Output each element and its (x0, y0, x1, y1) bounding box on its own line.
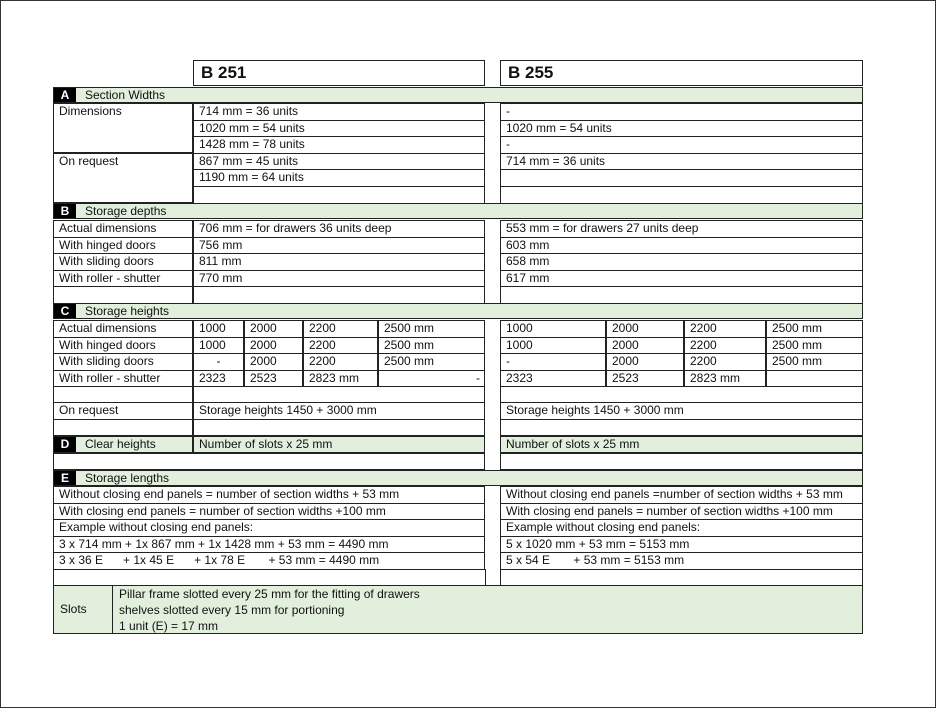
b255-height-on-request: Storage heights 1450 + 3000 mm (500, 402, 863, 420)
section-letter: B (54, 204, 76, 218)
b251-depth: 811 mm (193, 253, 485, 271)
b255-length-row: 5 x 54 E + 53 mm = 5153 mm (500, 552, 863, 570)
b251-height-cell: 1000 (193, 337, 244, 355)
b251-height-cell: - (378, 370, 485, 388)
b255-height-cell: 2000 (606, 337, 684, 355)
section-header-b (53, 203, 863, 219)
label-dimensions: Dimensions (53, 103, 193, 153)
b255-height-cell: 1000 (500, 320, 606, 338)
depth-label: With roller - shutter (53, 270, 193, 288)
b251-height-cell: 2500 mm (378, 353, 485, 371)
height-label: With sliding doors (53, 353, 193, 371)
section-header-c (53, 303, 863, 319)
section-title: Section Widths (85, 88, 166, 102)
section-header-a (53, 87, 863, 103)
height-label: With roller - shutter (53, 370, 193, 388)
b251-length-row: With closing end panels = number of section widths +100 mm (53, 503, 485, 521)
b251-width-row: 867 mm = 45 units (193, 153, 485, 171)
label-on-request-widths: On request (53, 153, 193, 203)
b251-height-cell: 2200 (303, 337, 378, 355)
spacer-row (193, 386, 485, 403)
column-header-b255: B 255 (500, 60, 863, 86)
b251-clear-height: Number of slots x 25 mm (193, 436, 485, 453)
height-label: With hinged doors (53, 337, 193, 355)
b251-height-cell: 2323 (193, 370, 244, 388)
b255-width-row: 714 mm = 36 units (500, 153, 863, 171)
b255-width-row: - (500, 136, 863, 154)
spacer-row (53, 419, 193, 436)
spacer-row (193, 419, 485, 436)
b251-height-cell: 2500 mm (378, 320, 485, 338)
slots-box (53, 585, 863, 634)
section-title: Storage lengths (85, 471, 170, 485)
slots-line: Pillar frame slotted every 25 mm for the fitting of drawers (119, 587, 420, 601)
b251-length-row: Without closing end panels = number of section widths + 53 mm (53, 486, 485, 504)
section-header-e (53, 470, 863, 486)
b251-depth: 756 mm (193, 237, 485, 255)
b255-height-cell: 1000 (500, 337, 606, 355)
b251-width-row: 1020 mm = 54 units (193, 120, 485, 138)
b255-length-row: 5 x 1020 mm + 53 mm = 5153 mm (500, 536, 863, 554)
slots-line: shelves slotted every 15 mm for portioning (119, 603, 345, 617)
b251-height-cell: 2500 mm (378, 337, 485, 355)
b251-depth (193, 286, 485, 304)
section-title: Storage depths (85, 204, 167, 218)
b251-length-row: Example without closing end panels: (53, 519, 485, 537)
section-header-d (53, 436, 193, 453)
b251-height-cell: 2000 (244, 320, 303, 338)
b251-length-row: 3 x 714 mm + 1x 867 mm + 1x 1428 mm + 53 mm = 4490 mm (53, 536, 485, 554)
b255-width-row (500, 186, 863, 204)
b251-depth: 706 mm = for drawers 36 units deep (193, 220, 485, 238)
spacer-row (500, 386, 863, 403)
b255-depth: 553 mm = for drawers 27 units deep (500, 220, 863, 238)
b251-height-cell: 2823 mm (303, 370, 378, 388)
divider (862, 569, 863, 585)
b255-height-cell: 2500 mm (766, 337, 863, 355)
divider (500, 569, 501, 585)
b255-length-row: Without closing end panels =number of section widths + 53 mm (500, 486, 863, 504)
b251-height-cell: - (193, 353, 244, 371)
b255-width-row: 1020 mm = 54 units (500, 120, 863, 138)
b251-width-row: 1428 mm = 78 units (193, 136, 485, 154)
b251-height-cell: 2523 (244, 370, 303, 388)
b251-height-cell: 1000 (193, 320, 244, 338)
b251-height-cell: 2200 (303, 320, 378, 338)
spacer-row (53, 453, 485, 470)
b255-height-cell: 2500 mm (766, 353, 863, 371)
b255-height-cell: 2323 (500, 370, 606, 388)
depth-label: With hinged doors (53, 237, 193, 255)
b251-length-row: 3 x 36 E + 1x 45 E + 1x 78 E + 53 mm = 4490 mm (53, 552, 485, 570)
height-label: Actual dimensions (53, 320, 193, 338)
b251-width-row: 1190 mm = 64 units (193, 169, 485, 187)
depth-label: With sliding doors (53, 253, 193, 271)
section-letter: C (54, 304, 76, 318)
b251-height-cell: 2000 (244, 353, 303, 371)
section-title: Clear heights (85, 437, 156, 451)
b251-height-on-request: Storage heights 1450 + 3000 mm (193, 402, 485, 420)
b255-depth: 603 mm (500, 237, 863, 255)
b255-height-cell: 2200 (684, 353, 766, 371)
section-letter: D (54, 437, 76, 452)
b251-height-cell: 2000 (244, 337, 303, 355)
b251-depth: 770 mm (193, 270, 485, 288)
b255-clear-height: Number of slots x 25 mm (500, 436, 863, 453)
b255-height-cell: 2000 (606, 320, 684, 338)
b255-depth: 658 mm (500, 253, 863, 271)
b255-width-row (500, 169, 863, 187)
b255-width-row: - (500, 103, 863, 121)
b255-depth: 617 mm (500, 270, 863, 288)
b251-height-cell: 2200 (303, 353, 378, 371)
spacer-row (500, 453, 863, 470)
depth-label (53, 286, 193, 304)
b255-height-cell: 2200 (684, 320, 766, 338)
b251-width-row (193, 186, 485, 204)
divider (53, 569, 54, 585)
b251-width-row: 714 mm = 36 units (193, 103, 485, 121)
depth-label: Actual dimensions (53, 220, 193, 238)
slots-line: 1 unit (E) = 17 mm (119, 619, 219, 633)
b255-height-cell: 2000 (606, 353, 684, 371)
spacer-row (500, 419, 863, 436)
b255-depth (500, 286, 863, 304)
b255-height-cell: 2500 mm (766, 320, 863, 338)
section-letter: E (54, 471, 76, 485)
b255-height-cell: 2823 mm (684, 370, 766, 388)
b255-length-row: Example without closing end panels: (500, 519, 863, 537)
column-header-b251: B 251 (193, 60, 485, 86)
spacer-row (53, 386, 193, 403)
section-letter: A (54, 88, 76, 102)
divider (485, 569, 486, 585)
section-title: Storage heights (85, 304, 170, 318)
b255-height-cell: 2523 (606, 370, 684, 388)
b255-height-cell: - (500, 353, 606, 371)
slots-label: Slots (54, 586, 113, 633)
b255-length-row: With closing end panels = number of section widths +100 mm (500, 503, 863, 521)
label-on-request-heights: On request (53, 402, 193, 420)
b255-height-cell: 2200 (684, 337, 766, 355)
